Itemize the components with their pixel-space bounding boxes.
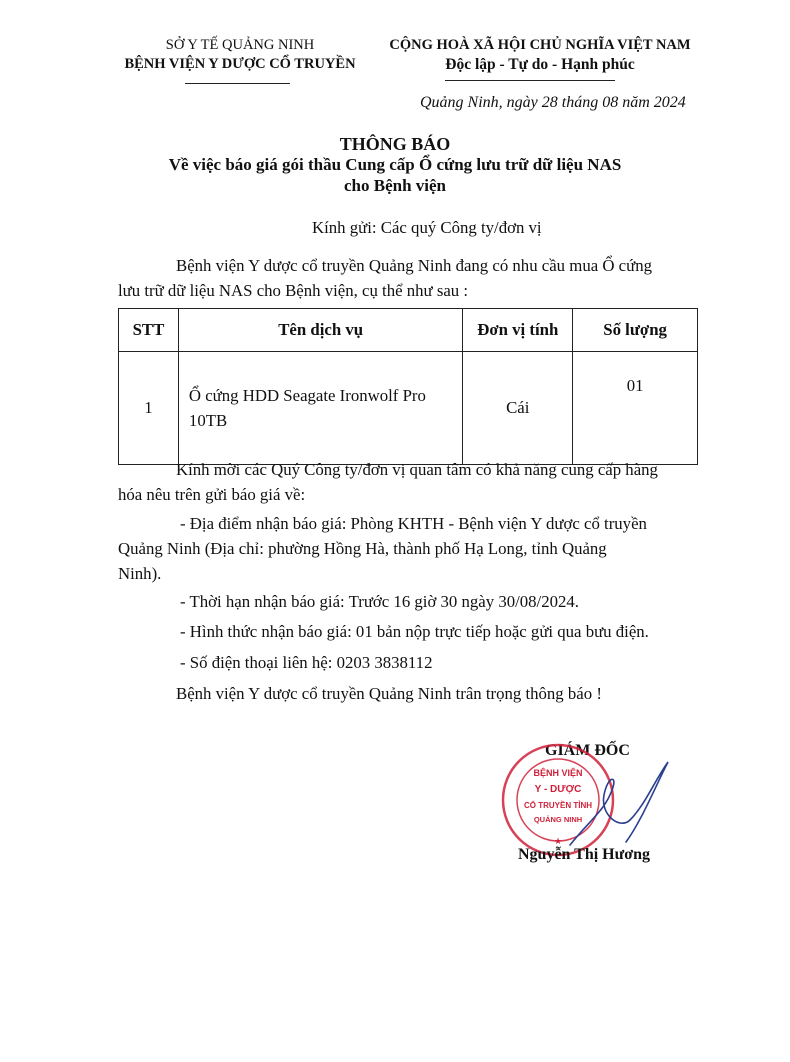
col-header-service: Tên dịch vụ <box>178 309 462 352</box>
stamp-star-icon: ★ <box>553 836 563 846</box>
signature-title: GIÁM ĐỐC <box>545 742 630 759</box>
issue-date: Quảng Ninh, ngày 28 tháng 08 năm 2024 <box>420 94 686 111</box>
phone-line: - Số điện thoại liên hệ: 0203 3838112 <box>180 653 433 672</box>
stamp-line-1: BỆNH VIỆN <box>533 768 583 778</box>
deadline-line: - Thời hạn nhận báo giá: Trước 16 giờ 30 ngày 30/08/2024. <box>180 592 579 611</box>
country-name: CỘNG HOÀ XÃ HỘI CHỦ NGHĨA VIỆT NAM <box>389 37 691 53</box>
address-line-2: Quảng Ninh (Địa chỉ: phường Hồng Hà, thành phố Hạ Long, tỉnh Quảng <box>118 539 607 558</box>
intro-line-1: Bệnh viện Y dược cổ truyền Quảng Ninh đang có nhu cầu mua Ổ cứng <box>176 256 652 275</box>
service-name-line-2: 10TB <box>188 411 228 430</box>
issuer-department: SỞ Y TẾ QUẢNG NINH <box>165 37 315 53</box>
invite-line-2: hóa nêu trên gửi báo giá về: <box>118 485 306 504</box>
stamp-line-2: Y - DƯỢC <box>534 784 582 795</box>
col-header-quantity: Số lượng <box>573 309 698 352</box>
address-line-3: Ninh). <box>118 564 162 583</box>
items-table <box>118 308 698 465</box>
cell-service-name <box>178 352 462 465</box>
document-title: THÔNG BÁO <box>339 134 451 154</box>
salutation: Kính gửi: Các quý Công ty/đơn vị <box>312 218 542 237</box>
table-header-row <box>119 309 698 352</box>
subject-line-1: Về việc báo giá gói thầu Cung cấp Ổ cứng lưu trữ dữ liệu NAS <box>168 155 622 174</box>
motto: Độc lập - Tự do - Hạnh phúc <box>445 56 635 73</box>
stamp-line-3: CỔ TRUYỀN TỈNH <box>524 801 592 810</box>
cell-quantity: 01 <box>573 352 698 465</box>
stamp-line-4: QUẢNG NINH <box>533 815 583 824</box>
col-header-unit: Đơn vị tính <box>463 309 573 352</box>
intro-line-2: lưu trữ dữ liệu NAS cho Bệnh viện, cụ thể như sau : <box>118 281 469 300</box>
service-name-line-1: Ổ cứng HDD Seagate Ironwolf Pro <box>188 386 426 405</box>
motto-underline <box>445 80 615 81</box>
issuer-block <box>105 36 375 74</box>
cell-stt: 1 <box>119 352 179 465</box>
col-header-stt: STT <box>119 309 179 352</box>
national-motto-block <box>375 36 705 74</box>
issuer-underline <box>185 83 290 84</box>
cell-unit: Cái <box>463 352 573 465</box>
table-row <box>119 352 698 465</box>
issuer-hospital: BỆNH VIỆN Y DƯỢC CỔ TRUYỀN <box>124 56 356 72</box>
method-line: - Hình thức nhận báo giá: 01 bản nộp trực tiếp hoặc gửi qua bưu điện. <box>180 622 649 641</box>
signer-name: Nguyễn Thị Hương <box>518 846 650 863</box>
handwritten-signature <box>560 750 680 860</box>
closing-line: Bệnh viện Y dược cổ truyền Quảng Ninh trân trọng thông báo ! <box>176 684 602 703</box>
address-line-1: - Địa điểm nhận báo giá: Phòng KHTH - Bệnh viện Y dược cổ truyền <box>180 514 647 533</box>
subject-line-2: cho Bệnh viện <box>343 176 447 195</box>
invite-line-1: Kính mời các Quý Công ty/đơn vị quan tâm có khả năng cung cấp hàng <box>176 460 658 479</box>
